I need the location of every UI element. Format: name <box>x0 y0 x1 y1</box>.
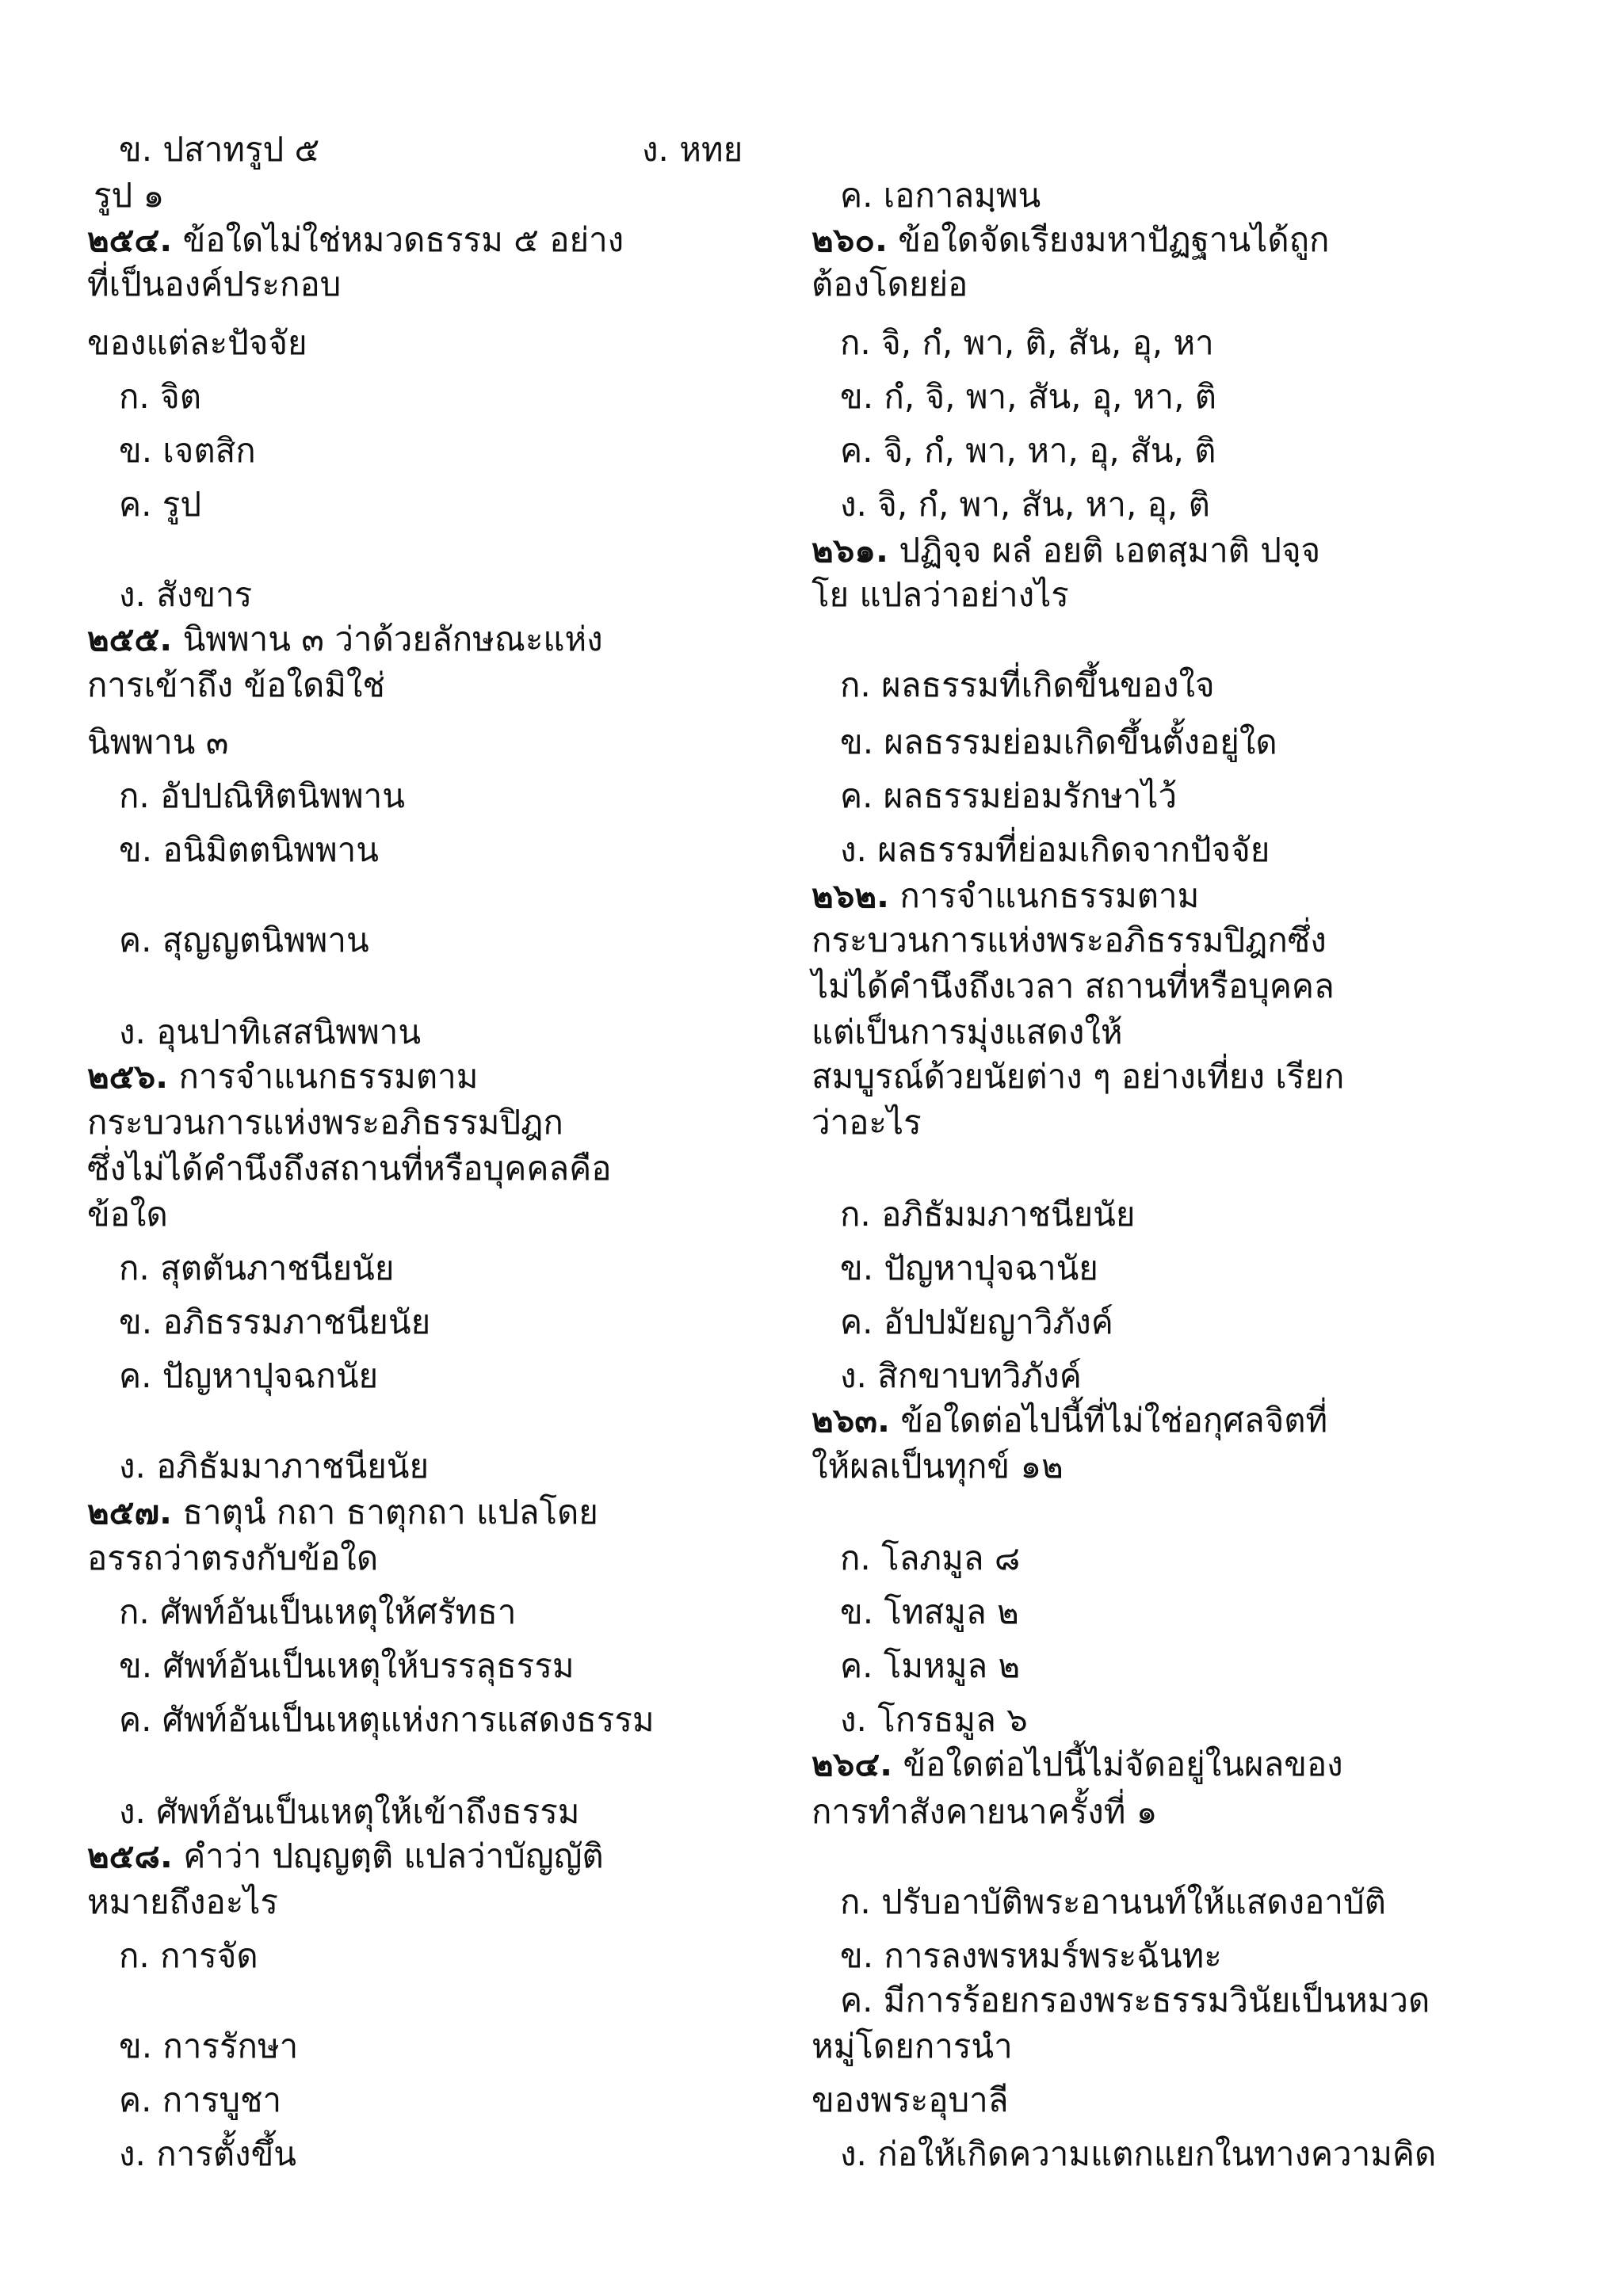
question-text-line: สมบูรณ์ด้วยนัยต่าง ๆ อย่างเที่ยง เรียก <box>812 1057 1345 1096</box>
option-d: ง. ก่อให้เกิดความแตกแยกในทางความคิด <box>840 2134 1437 2173</box>
option-b: ข. ปัญหาปุจฉานัย <box>840 1249 1098 1287</box>
option-d: ง. โกรธมูล ๖ <box>840 1700 1028 1739</box>
option-d: ง. สิกขาบทวิภังค์ <box>840 1356 1082 1395</box>
option-a: ก. สุตตันภาชนียนัย <box>119 1249 395 1287</box>
question-text-line: ข้อใด <box>87 1195 168 1234</box>
question-text-line: ที่เป็นองค์ประกอบ <box>87 265 342 303</box>
question-262 <box>812 876 1199 916</box>
question-text-line: ของแต่ละปัจจัย <box>87 323 307 362</box>
option-b: ข. ศัพท์อันเป็นเหตุให้บรรลุธรรม <box>119 1646 575 1685</box>
question-text-line: กระบวนการแห่งพระอภิธรรมปิฎก <box>87 1103 563 1142</box>
option-c: ค. ปัญหาปุจฉกนัย <box>119 1356 379 1395</box>
question-text: การจำแนกธรรมตาม <box>168 1057 479 1096</box>
option-a: ก. การจัด <box>119 1936 258 1975</box>
question-number: ๒๖๓. <box>812 1401 891 1440</box>
option-b: ข. กํ, จิ, พา, สัน, อุ, หา, ติ <box>840 377 1217 416</box>
question-255 <box>87 620 603 659</box>
question-text: ข้อใดจัดเรียงมหาปัฏฐานได้ถูก <box>887 220 1330 259</box>
question-258 <box>87 1836 604 1876</box>
question-number: ๒๕๘. <box>87 1836 173 1875</box>
question-number: ๒๖๔. <box>812 1745 893 1783</box>
question-number: ๒๕๔. <box>87 220 173 259</box>
question-text: นิพพาน ๓ ว่าด้วยลักษณะแห่ง <box>172 620 603 658</box>
option-b: ข. การรักษา <box>119 2027 299 2065</box>
question-number: ๒๕๖. <box>87 1057 169 1096</box>
question-text-line: ให้ผลเป็นทุกข์ ๑๒ <box>812 1447 1064 1486</box>
question-260 <box>812 220 1329 260</box>
option-b: ข. ปสาทรูป ๕ <box>119 130 320 169</box>
question-text-line: ซึ่งไม่ได้คำนึงถึงสถานที่หรือบุคคลคือ <box>87 1149 612 1188</box>
question-263 <box>812 1401 1327 1440</box>
question-text: การจำแนกธรรมตาม <box>889 876 1200 915</box>
question-text: ข้อใดต่อไปนี้ไม่จัดอยู่ในผลของ <box>892 1745 1343 1783</box>
option-b: ข. อนิมิตตนิพพาน <box>119 830 379 869</box>
option-c: ค. มีการร้อยกรองพระธรรมวินัยเป็นหมวด <box>840 1981 1430 2019</box>
question-text-line: แต่เป็นการมุ่งแสดงให้ <box>812 1013 1123 1051</box>
option-a: ก. ผลธรรมที่เกิดขึ้นของใจ <box>840 666 1215 704</box>
question-text-line: ไม่ได้คำนึงถึงเวลา สถานที่หรือบุคคล <box>812 967 1335 1005</box>
question-text-line: กระบวนการแห่งพระอภิธรรมปิฎกซึ่ง <box>812 921 1327 959</box>
question-257 <box>87 1493 598 1532</box>
option-b: ข. โทสมูล ๒ <box>840 1592 1019 1631</box>
option-d: ง. จิ, กํ, พา, สัน, หา, อุ, ติ <box>840 485 1210 524</box>
question-text: ปฏิจฺจ ผลํ อยติ เอตสฺมาติ ปจฺจ <box>888 531 1321 570</box>
question-number: ๒๖๐. <box>812 220 888 259</box>
option-b: ข. ผลธรรมย่อมเกิดขึ้นตั้งอยู่ใด <box>840 723 1277 761</box>
option-c: ค. จิ, กํ, พา, หา, อุ, สัน, ติ <box>840 431 1216 470</box>
option-c: ค. ศัพท์อันเป็นเหตุแห่งการแสดงธรรม <box>119 1700 655 1739</box>
question-number: ๒๖๒. <box>812 876 889 915</box>
option-d: ง. การตั้งขึ้น <box>119 2134 296 2173</box>
option-a: ก. อัปปณิหิตนิพพาน <box>119 776 405 815</box>
option-c: ค. ผลธรรมย่อมรักษาไว้ <box>840 776 1178 815</box>
option-c-continued: ของพระอุบาลี <box>812 2081 1009 2119</box>
option-a: ก. อภิธัมมภาชนียนัย <box>840 1195 1136 1234</box>
question-text-line: การทำสังคายนาครั้งที่ ๑ <box>812 1792 1158 1831</box>
option-a: ก. โลภมูล ๘ <box>840 1539 1021 1577</box>
option-a: ก. จิต <box>119 377 202 416</box>
option-d: ง. อุนปาทิเสสนิพพาน <box>119 1013 422 1051</box>
option-d: ง. อภิธัมมาภาชนียนัย <box>119 1447 430 1486</box>
question-text-line: การเข้าถึง ข้อใดมิใช่ <box>87 666 385 704</box>
question-text-line: นิพพาน ๓ <box>87 723 229 761</box>
question-254 <box>87 220 624 260</box>
option-c: ค. อัปปมัยญาวิภังค์ <box>840 1302 1113 1341</box>
option-c: ค. การบูชา <box>119 2081 282 2119</box>
question-text-line: อรรถว่าตรงกับข้อใด <box>87 1539 379 1577</box>
option-d: ง. สังขาร <box>119 575 253 614</box>
question-261 <box>812 531 1320 570</box>
question-number: ๒๖๑. <box>812 531 888 570</box>
question-number: ๒๕๗. <box>87 1493 173 1531</box>
option-d: ง. ศัพท์อันเป็นเหตุให้เข้าถึงธรรม <box>119 1792 580 1831</box>
option-b: ข. เจตสิก <box>119 431 256 470</box>
option-d-continued: รูป ๑ <box>94 176 165 215</box>
question-text: ธาตุนํ กถา ธาตุกถา แปลโดย <box>172 1493 598 1531</box>
option-c: ค. สุญญตนิพพาน <box>119 921 369 959</box>
question-text-line: หมายถึงอะไร <box>87 1882 278 1921</box>
question-256 <box>87 1057 478 1097</box>
option-c: ค. โมหมูล ๒ <box>840 1646 1021 1685</box>
question-text: คำว่า ปญฺญตฺติ แปลว่าบัญญัติ <box>172 1836 604 1875</box>
option-a: ก. ศัพท์อันเป็นเหตุให้ศรัทธา <box>119 1592 517 1631</box>
question-text-line: โย แปลว่าอย่างไร <box>812 575 1069 614</box>
option-b: ข. อภิธรรมภาชนียนัย <box>119 1302 431 1341</box>
question-text: ข้อใดต่อไปนี้ที่ไม่ใช่อกุศลจิตที่ <box>890 1401 1328 1440</box>
option-c: ค. เอกาลมฺพน <box>840 176 1041 215</box>
option-d: ง. หทย <box>642 130 743 169</box>
option-c-continued: หมู่โดยการนำ <box>812 2027 1013 2065</box>
question-text-line: ต้องโดยย่อ <box>812 265 968 303</box>
option-a: ก. จิ, กํ, พา, ติ, สัน, อุ, หา <box>840 323 1214 362</box>
question-number: ๒๕๕. <box>87 620 173 658</box>
question-264 <box>812 1745 1343 1784</box>
option-d: ง. ผลธรรมที่ย่อมเกิดจากปัจจัย <box>840 830 1270 869</box>
option-b: ข. การลงพรหมร์พระฉันทะ <box>840 1936 1222 1975</box>
option-a: ก. ปรับอาบัติพระอานนท์ให้แสดงอาบัติ <box>840 1882 1386 1921</box>
question-text-line: ว่าอะไร <box>812 1103 922 1142</box>
option-c: ค. รูป <box>119 485 202 524</box>
question-text: ข้อใดไม่ใช่หมวดธรรม ๕ อย่าง <box>172 220 624 259</box>
